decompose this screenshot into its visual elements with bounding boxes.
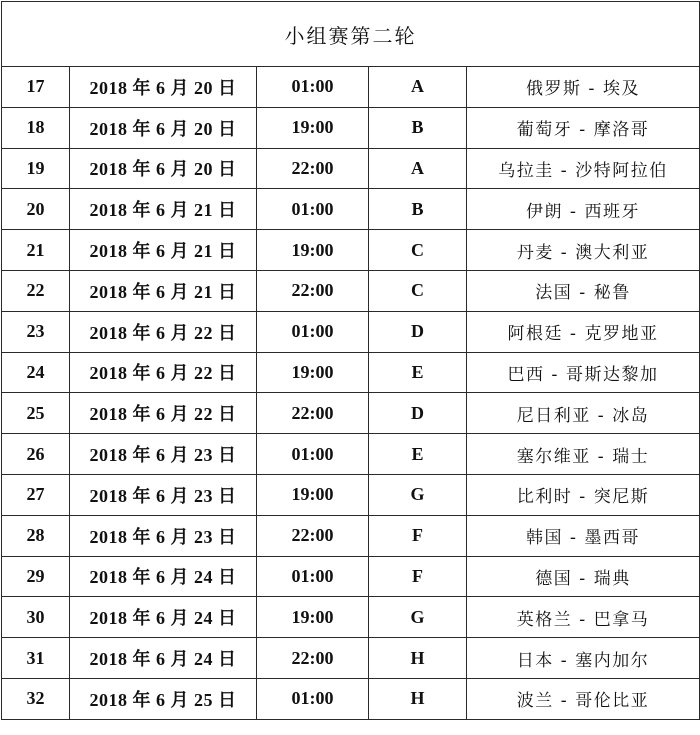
match-number: 25 xyxy=(2,393,70,434)
table-row xyxy=(2,434,700,475)
table-row xyxy=(2,352,700,393)
match-number: 21 xyxy=(2,230,70,271)
match-time: 22:00 xyxy=(257,638,369,679)
match-teams: 丹麦 - 澳大利亚 xyxy=(467,230,700,271)
match-date: 2018 年 6 月 22 日 xyxy=(70,311,257,352)
match-teams: 尼日利亚 - 冰岛 xyxy=(467,393,700,434)
table-row xyxy=(2,678,700,719)
match-date: 2018 年 6 月 20 日 xyxy=(70,107,257,148)
match-group: E xyxy=(369,352,467,393)
match-number: 30 xyxy=(2,597,70,638)
match-group: C xyxy=(369,270,467,311)
match-number: 19 xyxy=(2,148,70,189)
table-row xyxy=(2,189,700,230)
match-number: 22 xyxy=(2,270,70,311)
match-time: 01:00 xyxy=(257,311,369,352)
match-schedule-table xyxy=(1,1,700,720)
match-teams: 波兰 - 哥伦比亚 xyxy=(467,678,700,719)
match-time: 19:00 xyxy=(257,352,369,393)
match-date: 2018 年 6 月 24 日 xyxy=(70,556,257,597)
match-date: 2018 年 6 月 23 日 xyxy=(70,474,257,515)
match-date: 2018 年 6 月 20 日 xyxy=(70,148,257,189)
match-teams: 法国 - 秘鲁 xyxy=(467,270,700,311)
match-teams: 伊朗 - 西班牙 xyxy=(467,189,700,230)
match-number: 32 xyxy=(2,678,70,719)
table-row xyxy=(2,474,700,515)
match-number: 28 xyxy=(2,515,70,556)
table-row xyxy=(2,270,700,311)
match-date: 2018 年 6 月 21 日 xyxy=(70,270,257,311)
match-time: 19:00 xyxy=(257,597,369,638)
match-group: B xyxy=(369,189,467,230)
table-row xyxy=(2,311,700,352)
table-row xyxy=(2,67,700,108)
match-teams: 英格兰 - 巴拿马 xyxy=(467,597,700,638)
match-group: G xyxy=(369,597,467,638)
match-date: 2018 年 6 月 24 日 xyxy=(70,597,257,638)
match-date: 2018 年 6 月 22 日 xyxy=(70,352,257,393)
match-time: 22:00 xyxy=(257,515,369,556)
match-group: G xyxy=(369,474,467,515)
table-row xyxy=(2,148,700,189)
match-time: 01:00 xyxy=(257,189,369,230)
match-date: 2018 年 6 月 24 日 xyxy=(70,638,257,679)
match-number: 27 xyxy=(2,474,70,515)
match-date: 2018 年 6 月 23 日 xyxy=(70,434,257,475)
table-row xyxy=(2,393,700,434)
match-number: 20 xyxy=(2,189,70,230)
match-number: 23 xyxy=(2,311,70,352)
match-time: 01:00 xyxy=(257,678,369,719)
match-date: 2018 年 6 月 25 日 xyxy=(70,678,257,719)
table-row xyxy=(2,638,700,679)
match-group: D xyxy=(369,393,467,434)
table-row xyxy=(2,597,700,638)
match-number: 31 xyxy=(2,638,70,679)
match-teams: 韩国 - 墨西哥 xyxy=(467,515,700,556)
title-row xyxy=(2,2,700,67)
match-teams: 德国 - 瑞典 xyxy=(467,556,700,597)
match-group: C xyxy=(369,230,467,271)
table-row xyxy=(2,556,700,597)
match-group: H xyxy=(369,678,467,719)
match-number: 17 xyxy=(2,67,70,108)
match-time: 22:00 xyxy=(257,393,369,434)
match-time: 01:00 xyxy=(257,434,369,475)
match-time: 01:00 xyxy=(257,67,369,108)
match-number: 24 xyxy=(2,352,70,393)
match-time: 19:00 xyxy=(257,474,369,515)
match-teams: 巴西 - 哥斯达黎加 xyxy=(467,352,700,393)
match-date: 2018 年 6 月 21 日 xyxy=(70,230,257,271)
match-time: 22:00 xyxy=(257,148,369,189)
match-time: 01:00 xyxy=(257,556,369,597)
match-time: 22:00 xyxy=(257,270,369,311)
match-time: 19:00 xyxy=(257,230,369,271)
match-time: 19:00 xyxy=(257,107,369,148)
match-group: A xyxy=(369,67,467,108)
match-number: 18 xyxy=(2,107,70,148)
match-group: F xyxy=(369,556,467,597)
match-teams: 乌拉圭 - 沙特阿拉伯 xyxy=(467,148,700,189)
table-row xyxy=(2,515,700,556)
match-number: 29 xyxy=(2,556,70,597)
match-group: H xyxy=(369,638,467,679)
match-group: B xyxy=(369,107,467,148)
match-teams: 阿根廷 - 克罗地亚 xyxy=(467,311,700,352)
match-date: 2018 年 6 月 20 日 xyxy=(70,67,257,108)
match-date: 2018 年 6 月 21 日 xyxy=(70,189,257,230)
match-group: F xyxy=(369,515,467,556)
table-row xyxy=(2,107,700,148)
match-teams: 比利时 - 突尼斯 xyxy=(467,474,700,515)
match-date: 2018 年 6 月 22 日 xyxy=(70,393,257,434)
match-number: 26 xyxy=(2,434,70,475)
match-teams: 葡萄牙 - 摩洛哥 xyxy=(467,107,700,148)
match-group: E xyxy=(369,434,467,475)
match-date: 2018 年 6 月 23 日 xyxy=(70,515,257,556)
match-teams: 俄罗斯 - 埃及 xyxy=(467,67,700,108)
match-group: A xyxy=(369,148,467,189)
match-teams: 日本 - 塞内加尔 xyxy=(467,638,700,679)
schedule-sheet xyxy=(0,1,700,735)
table-title: 小组赛第二轮 xyxy=(2,2,700,67)
schedule-body xyxy=(2,2,700,720)
match-teams: 塞尔维亚 - 瑞士 xyxy=(467,434,700,475)
table-row xyxy=(2,230,700,271)
match-group: D xyxy=(369,311,467,352)
